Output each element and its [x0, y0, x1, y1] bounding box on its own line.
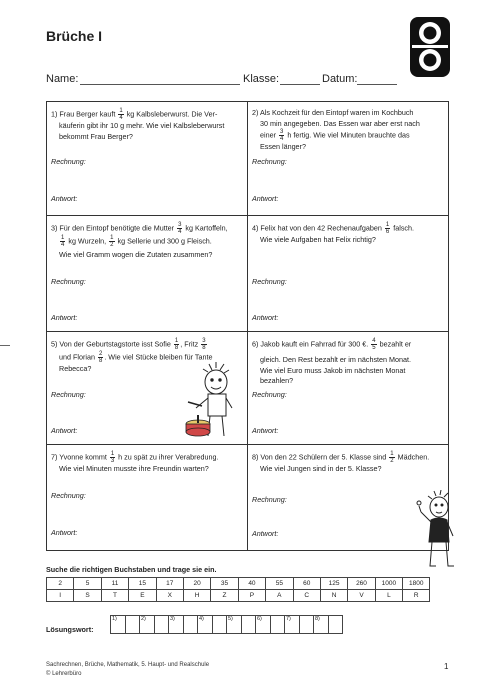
lehrerbuero-logo: [409, 16, 451, 78]
loesungswort-box[interactable]: 3): [168, 615, 184, 634]
code-letter: I: [47, 590, 74, 602]
loesungswort-box[interactable]: 7): [284, 615, 300, 634]
loesungswort-box[interactable]: 4): [197, 615, 213, 634]
numbers-row: [47, 578, 430, 590]
code-letter: H: [183, 590, 210, 602]
klasse-field[interactable]: [280, 84, 320, 85]
code-number: 5: [74, 578, 101, 590]
code-letter: L: [375, 590, 402, 602]
rechnung-label: Rechnung:: [51, 157, 86, 166]
letters-row: [47, 590, 430, 602]
loesungswort-box[interactable]: [241, 615, 257, 634]
task-5: 5) Von der Geburtstagstorte isst Sofie $\frac{1}{8}$ , Fritz $\frac{3}{8}$ und Florian $\frac{2}{8}$ . Wie viel Stücke bleiben für Tante Rebecca? Rechnung: Antwort:: [47, 332, 247, 444]
code-letter: N: [320, 590, 347, 602]
boy-pointing-illustration: [412, 490, 462, 570]
loesungswort-box[interactable]: 8): [313, 615, 329, 634]
task-3: 3) Für den Eintopf benötigte die Mutter $\frac{3}{4}$ kg Kartoffeln, $\frac{1}{4}$ kg Wurzeln, $\frac{1}{2}$ kg Sellerie und 300 g Fleisch. Wie viel Gramm wogen die Zutaten zusammen? Rechnung: Antwort:: [51, 222, 228, 322]
datum-field[interactable]: [357, 84, 397, 85]
code-number: 60: [293, 578, 320, 590]
antwort-label: Antwort:: [252, 194, 279, 203]
loesungswort-box[interactable]: [183, 615, 199, 634]
code-number: 1000: [375, 578, 402, 590]
loesungswort-box[interactable]: [299, 615, 315, 634]
code-letter: E: [129, 590, 156, 602]
code-number: 260: [348, 578, 375, 590]
page-number: 1: [444, 662, 449, 671]
antwort-label: Antwort:: [51, 194, 78, 203]
rechnung-label: Rechnung:: [51, 491, 86, 500]
loesungswort-box[interactable]: [212, 615, 228, 634]
name-label: Name:: [46, 73, 79, 85]
loesungswort-box[interactable]: 1): [110, 615, 126, 634]
page-title: Brüche I: [46, 28, 103, 44]
datum-label: Datum:: [322, 73, 358, 85]
loesungswort-box[interactable]: [270, 615, 286, 634]
code-letter: P: [238, 590, 265, 602]
code-number: 35: [211, 578, 238, 590]
code-letter: S: [74, 590, 101, 602]
rechnung-label: Rechnung:: [252, 157, 287, 166]
antwort-label: Antwort:: [51, 313, 78, 322]
task-7: 7) Yvonne kommt $\frac{1}{3}$ h zu spät zu ihrer Verabredung. Wie viel Minuten musste ihre Freundin warten? Rechnung: Antwort:: [51, 451, 219, 537]
code-number: 15: [129, 578, 156, 590]
code-letter: A: [266, 590, 293, 602]
code-letter: X: [156, 590, 183, 602]
loesungswort-box[interactable]: [125, 615, 141, 634]
loesungswort-box[interactable]: [154, 615, 170, 634]
task-2: 2) Als Kochzeit für den Eintopf waren im Kochbuch 30 min angegeben. Das Essen war aber erst nach einer $\frac{3}{4}$ h fertig. Wie viel Minuten brauchte das Essen länger? Rechnung: Antwort:: [252, 108, 420, 203]
crop-mark: [0, 345, 10, 346]
code-letter: C: [293, 590, 320, 602]
code-number: 55: [266, 578, 293, 590]
loesungswort-box[interactable]: [328, 615, 344, 634]
footer: Sachrechnen, Brüche, Mathematik, 5. Haupt- und Realschule © Lehrerbüro: [46, 662, 210, 677]
code-number: 40: [238, 578, 265, 590]
code-number: 125: [320, 578, 347, 590]
loesungswort-box[interactable]: 5): [226, 615, 242, 634]
loesungswort-box[interactable]: 2): [139, 615, 155, 634]
code-letter: V: [348, 590, 375, 602]
name-field[interactable]: [80, 84, 240, 85]
code-number: 20: [183, 578, 210, 590]
code-letter: R: [403, 590, 430, 602]
antwort-label: Antwort:: [51, 426, 78, 435]
task-8: 8) Von den 22 Schülern der 5. Klasse sind $\frac{1}{2}$ Mädchen. Wie viel Jungen sind in der 5. Klasse? Rechnung: Antwort:: [252, 451, 430, 538]
antwort-label: Antwort:: [252, 529, 279, 538]
rechnung-label: Rechnung:: [252, 495, 287, 504]
code-letter: Z: [211, 590, 238, 602]
rechnung-label: Rechnung:: [252, 390, 287, 399]
task-6: 6) Jakob kauft ein Fahrrad für 300 €. $\frac{4}{5}$ bezahlt er gleich. Den Rest bezahlt er im nächsten Monat. Wie viel Euro muss Jakob im nächsten Monat bezahlen? Rechnung: Antwort:: [252, 338, 412, 435]
code-number: 1800: [403, 578, 430, 590]
antwort-label: Antwort:: [252, 426, 279, 435]
loesungswort-label: Lösungswort:: [46, 625, 94, 634]
rechnung-label: Rechnung:: [51, 277, 86, 286]
task-4: 4) Felix hat von den 42 Rechenaufgaben $\frac{1}{6}$ falsch. Wie viele Aufgaben hat Felix richtig? Rechnung: Antwort:: [252, 222, 415, 322]
code-number: 11: [101, 578, 128, 590]
rechnung-label: Rechnung:: [51, 390, 86, 399]
code-table: [46, 577, 430, 602]
instruction-text: Suche die richtigen Buchstaben und trage sie ein.: [46, 565, 217, 574]
loesungswort-box[interactable]: 6): [255, 615, 271, 634]
task-grid: [46, 101, 449, 551]
code-number: 17: [156, 578, 183, 590]
antwort-label: Antwort:: [51, 528, 78, 537]
task-1: 1) Frau Berger kauft $\frac{1}{4}$ kg Kalbsleberwurst. Die Ver- käuferin gibt ihr 10 g mehr. Wie viel Kalbsleberwurst bekommt Frau Berger? Rechnung: Antwort:: [51, 108, 225, 203]
klasse-label: Klasse:: [243, 73, 280, 85]
antwort-label: Antwort:: [252, 313, 279, 322]
rechnung-label: Rechnung:: [252, 277, 287, 286]
code-number: 2: [47, 578, 74, 590]
code-letter: T: [101, 590, 128, 602]
boy-with-cake-illustration: [184, 362, 246, 442]
